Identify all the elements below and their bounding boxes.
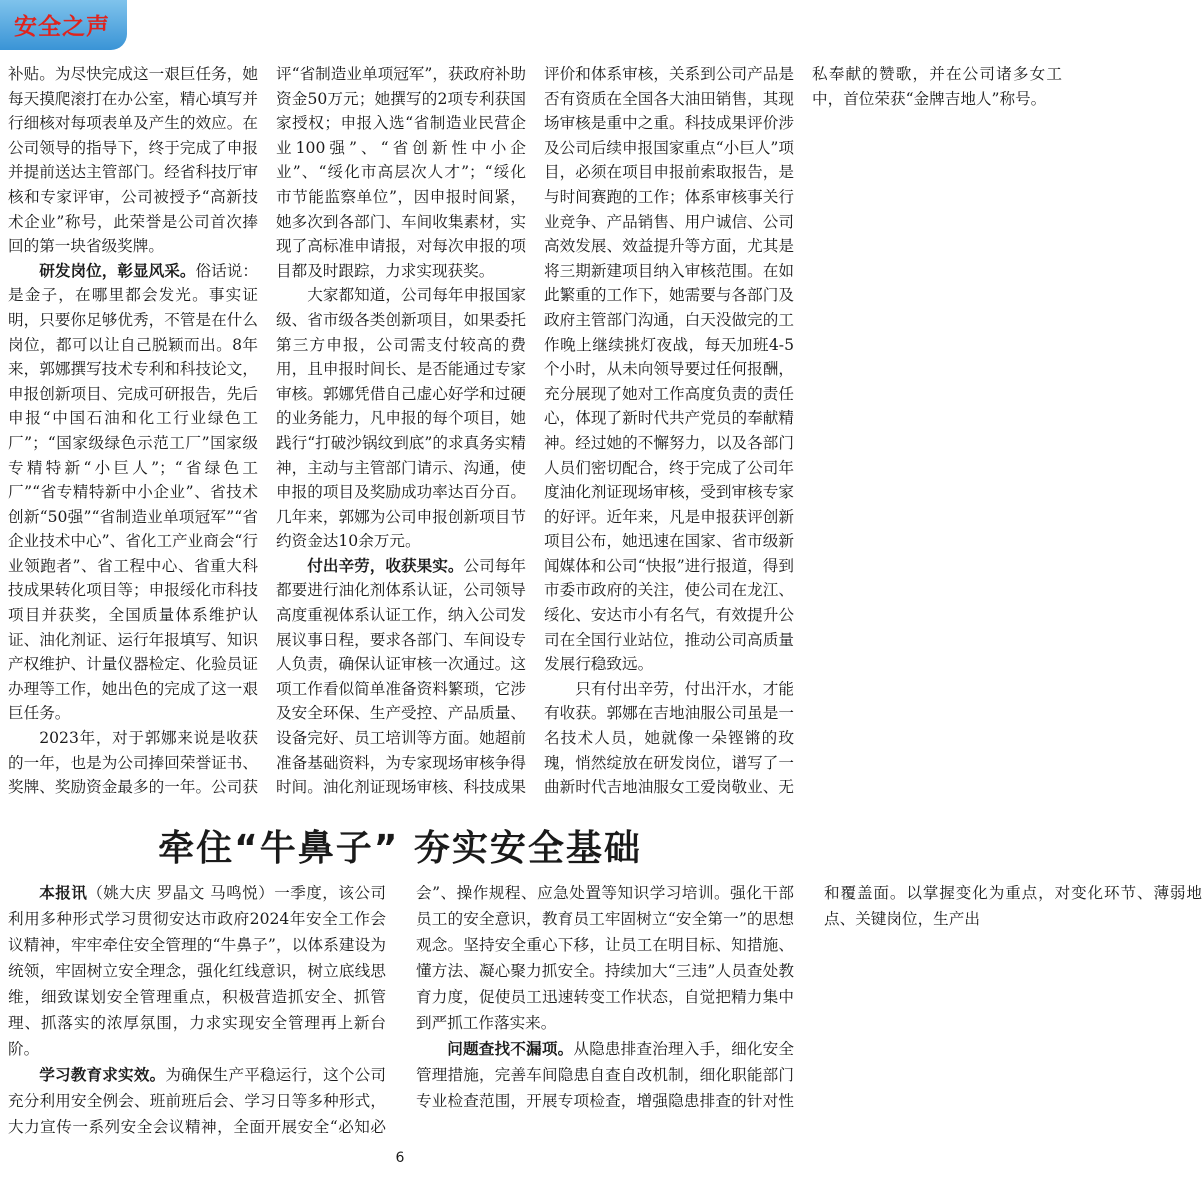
paragraph-body: 公司每年都要进行油化剂体系认证，公司领导高度重视体系认证工作，纳入公司发展议事日程，要求各部门、车间设专人负责，确保认证审核一次通过。这项工作看似简单准备资料繁琐，它涉及安全环保、生产受控、产品质量、设备完好、员工培训等方面。她超前准备基础资料，为专家现场审核争得时间。油化剂证现场审核、科技成果评价和体系审核，关系到公司产品是否有资质在全国各大油田销售，其现场审核是重中之重。科技成果评价涉及公司后续申报国家重点“小巨人”项目，必须在项目申报前索取报告，是与时间赛跑的工作；体系审核事关行业竞争、产品销售、用户诚信、公司高效发展、效益提升等方面，尤其是将三期新建项目纳入审核范围。在如此繁重的工作下，她需要与各部门及政府主管部门沟通，白天没做完的工作晚上继续挑灯夜战，每天加班4-5个小时，从未向领导要过任何报酬，充分展现了她对工作高度负责的责任心，体现了新时代共产党员的奉献精神。经过她的不懈努力，以及各部门人员们密切配合，终于完成了公司年度油化剂证现场审核，受到审核专家的好评。近年来，凡是申报获评创新项目公布，她迅速在国家、省市级新闻媒体和公司“快报”进行报道，得到市委市政府的关注，使公司在龙江、绥化、安达市小有名气，有效提升公司在全国行业站位，推动公司高质量发展行稳致远。 — [276, 65, 794, 797]
byline: （姚大庆 罗晶文 马鸣悦） — [87, 884, 275, 902]
article-continued — [8, 62, 1062, 810]
paragraph-body: 俗话说：是金子，在哪里都会发光。事实证明，只要你足够优秀，不管是在什么岗位，都可以让自己脱颖而出。8年来，郭娜撰写技术专利和科技论文，申报创新项目、完成可研报告，先后申报“中国石油和化工行业绿色工厂”；“国家级绿色示范工厂”国家级专精特新“小巨人”；“省绿色工厂”“省专精特新中小企业”、省技术创新“50强”“省制造业单项冠军”“省企业技术中心”、省化工产业商会“行业领跑者”、省工程中心、省重大科技成果转化项目等；申报绥化市科技项目并获奖，全国质量体系维护认证、油化剂证、运行年报填写、知识产权维护、计量仪器检定、化验员证办理等工作，她出色的完成了这一艰巨任务。 — [8, 261, 258, 723]
article-body — [8, 880, 1202, 1140]
article-headline: 牵住“牛鼻子” 夯实安全基础 — [158, 828, 642, 869]
section-heading: 问题查找不漏项。 — [447, 1040, 574, 1058]
paragraph-body: 从隐患排查治理入手，细化安全管理措施，完善车间隐患自查自改机制，细化职能部门专业检查范围，开展专项检查，增强隐患排查的针对性和覆盖面。以掌握变化为重点，对变化环节、薄弱地点、关键岗位，生产出 — [416, 884, 1202, 1110]
paragraph-body: 一季度，该公司利用多种形式学习贯彻安达市政府2024年安全工作会议精神，牢牢牵住安全管理的“牛鼻子”，以体系建设为统领，牢固树立安全理念，强化红线意识，树立底线思维，细致谋划安全管理重点，积极营造抓安全、抓管理、抓落实的浓厚氛围，力求实现安全管理再上新台阶。 — [8, 884, 386, 1058]
paragraph-body: 为确保生产平稳运行，这个公司充分利用安全例会、班前班后会、学习日等多种形式，大力宣传一系列安全会议精神，全面开展安全“必知必会”、操作规程、应急处置等知识学习培训。强化干部员工的安全意识，教育员工牢固树立“安全第一”的思想观念。坚持安全重心下移，让员工在明目标、知措施、懂方法、凝心聚力抓安全。持续加大“三违”人员查处教育力度，促使员工迅速转变工作状态，自觉把精力集中到严抓工作落实来。 — [8, 884, 794, 1136]
section-tag — [0, 0, 127, 50]
news-label: 本报讯 — [39, 884, 88, 902]
lead-paragraph — [8, 880, 386, 1062]
paragraph — [8, 259, 258, 726]
section-heading: 学习教育求实效。 — [39, 1066, 166, 1084]
page-number: 6 — [395, 1150, 405, 1166]
section-heading: 付出辛劳，收获果实。 — [307, 556, 464, 575]
section-heading: 研发岗位，彰显风采。 — [39, 261, 196, 280]
paragraph: 补贴。为尽快完成这一艰巨任务，她每天摸爬滚打在办公室，精心填写并行细核对每项表单及产生的效应。在公司领导的指导下，终于完成了申报并提前送达主管部门。经省科技厅审核和专家评审，公司被授予“高新技术企业”称号，此荣誉是公司首次捧回的第一块省级奖牌。 — [8, 65, 258, 256]
section-tag-label: 安全之声 — [14, 14, 110, 40]
paragraph: 只有付出辛劳，付出汗水，才能有收获。郭娜在吉地油服公司虽是一名技术人员，她就像一朵铿锵的玫瑰，悄然绽放在研发岗位，谱写了一曲新时代吉地油服女工爱岗敬业、无私奉献的赞歌，并在公司诸多女工中，首位荣获“金牌吉地人”称号。 — [544, 65, 1062, 797]
paragraph: 大家都知道，公司每年申报国家级、省市级各类创新项目，如果委托第三方申报，公司需支付较高的费用，且申报时间长、是否能通过专家审核。郭娜凭借自己虚心好学和过硬的业务能力，凡申报的每个项目，她践行“打破沙锅纹到底”的求真务实精神，主动与主管部门请示、沟通，使申报的项目及奖励成功率达百分百。几年来，郭娜为公司申报创新项目节约资金达10余万元。 — [276, 286, 526, 551]
paragraph: 2023年，对于郭娜来说是收获的一年，也是为公司捧回荣誉证书、奖牌、奖励资金最多的一年。公司获评“省制造业单项冠军”，获政府补助资金50万元；她撰写的2项专利获国家授权；申报入选“省制造业民营企业100强”、“省创新性中小企业”、“绥化市高层次人才”；“绥化市节能监察单位”，因申报时间紧，她多次到各部门、车间收集素材，实现了高标准申请报，对每次申报的项目都及时跟踪，力求实现获奖。 — [8, 65, 526, 797]
